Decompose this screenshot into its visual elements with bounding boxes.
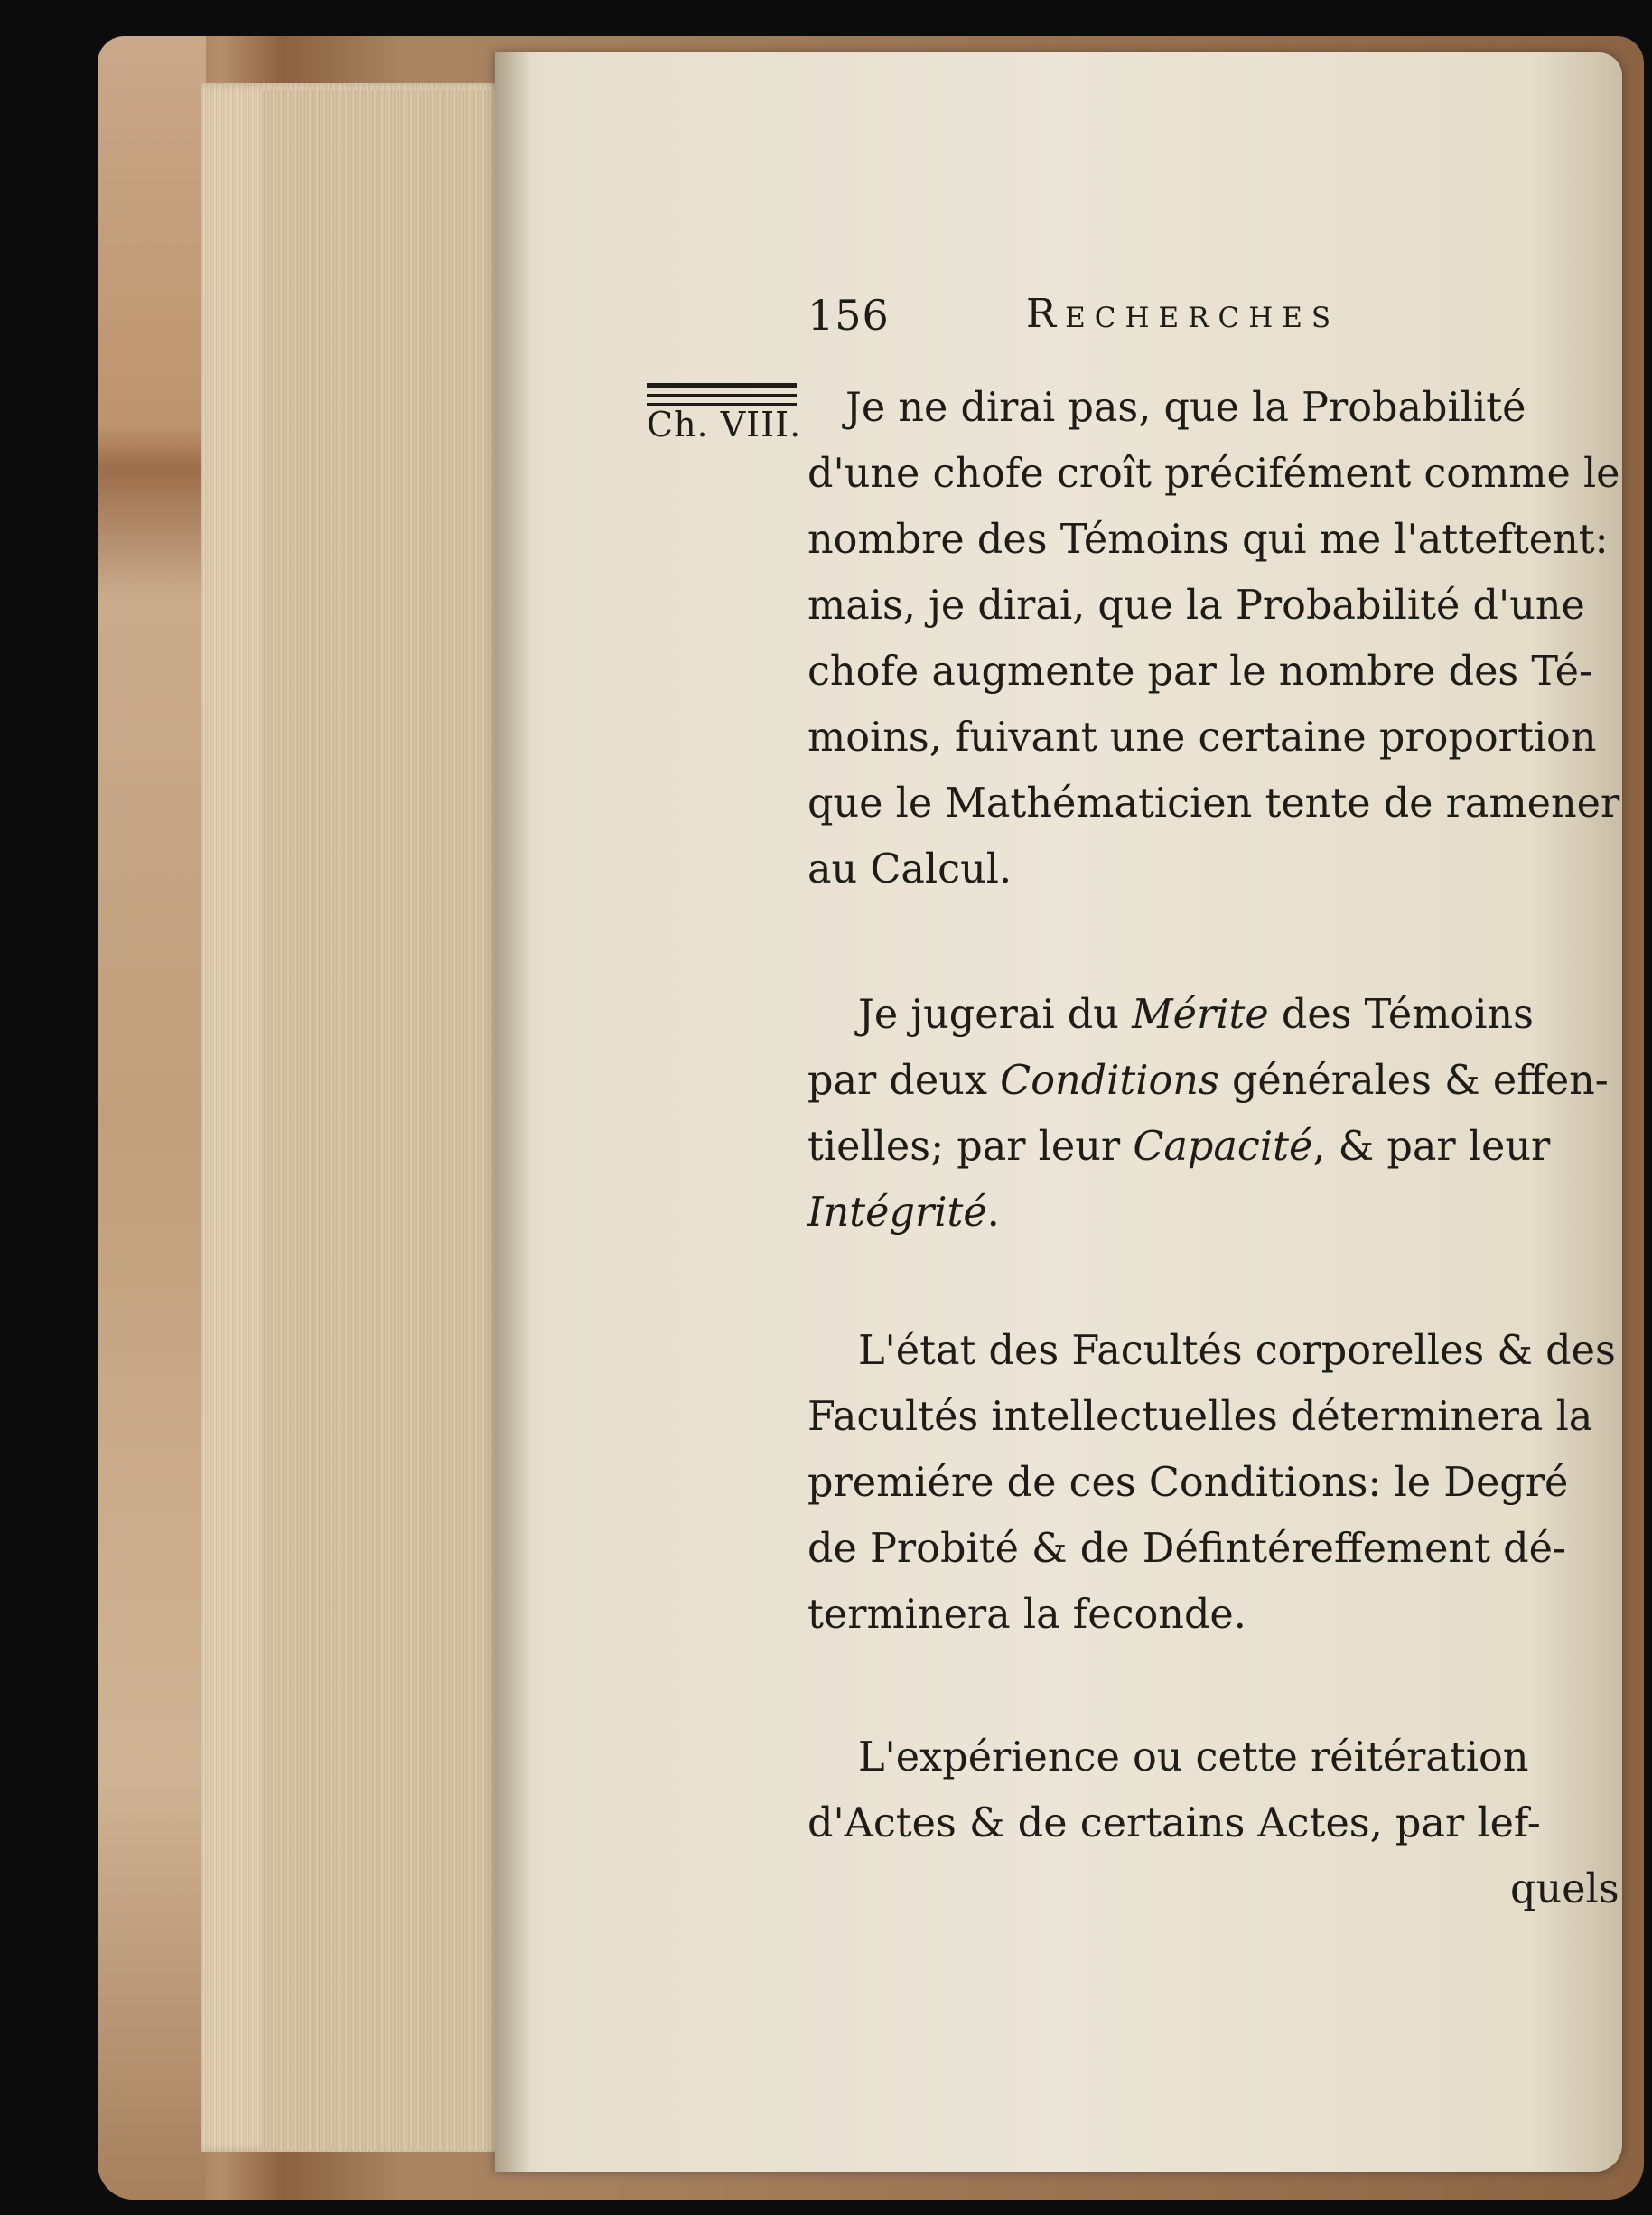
running-head: Recherches bbox=[1026, 291, 1340, 337]
text-line: terminera la feconde. bbox=[807, 1592, 1246, 1638]
catchword: quels bbox=[1510, 1866, 1619, 1912]
chapter-rule bbox=[647, 383, 797, 388]
page-edges-inner bbox=[262, 90, 497, 2150]
text-line: chofe augmente par le nombre des Té- bbox=[807, 649, 1592, 695]
chapter-marker: Ch. VIII. bbox=[647, 405, 802, 444]
chapter-rule bbox=[647, 394, 797, 397]
text-line: Facultés intellectuelles déterminera la bbox=[807, 1394, 1593, 1440]
text-line: Je jugerai du Mérite des Témoins bbox=[858, 992, 1534, 1038]
page-gutter bbox=[495, 52, 531, 2172]
text-line: de Probité & de Défintéreffement dé- bbox=[807, 1526, 1566, 1572]
text-line: nombre des Témoins qui me l'atteftent: bbox=[807, 517, 1609, 563]
book-spine-band bbox=[98, 36, 206, 2200]
text-line: d'Actes & de certains Actes, par lef- bbox=[807, 1800, 1541, 1846]
text-line: L'expérience ou cette réitération bbox=[858, 1734, 1529, 1780]
text-line: Intégrité. bbox=[807, 1190, 1000, 1236]
text-line: premiére de ces Conditions: le Degré bbox=[807, 1460, 1569, 1506]
text-line: tielles; par leur Capacité, & par leur bbox=[807, 1124, 1551, 1170]
text-line: par deux Conditions générales & effen- bbox=[807, 1058, 1609, 1104]
text-line: L'état des Facultés corporelles & des bbox=[858, 1328, 1616, 1374]
text-line: que le Mathématicien tente de ramener bbox=[807, 780, 1620, 827]
page-number: 156 bbox=[807, 291, 890, 340]
text-line: d'une chofe croît précifément comme le bbox=[807, 451, 1620, 497]
text-line: moins, fuivant une certaine proportion bbox=[807, 715, 1597, 761]
text-line: au Calcul. bbox=[807, 846, 1013, 893]
text-line: mais, je dirai, que la Probabilité d'une bbox=[807, 583, 1585, 629]
text-line: Je ne dirai pas, que la Probabilité bbox=[845, 385, 1526, 431]
